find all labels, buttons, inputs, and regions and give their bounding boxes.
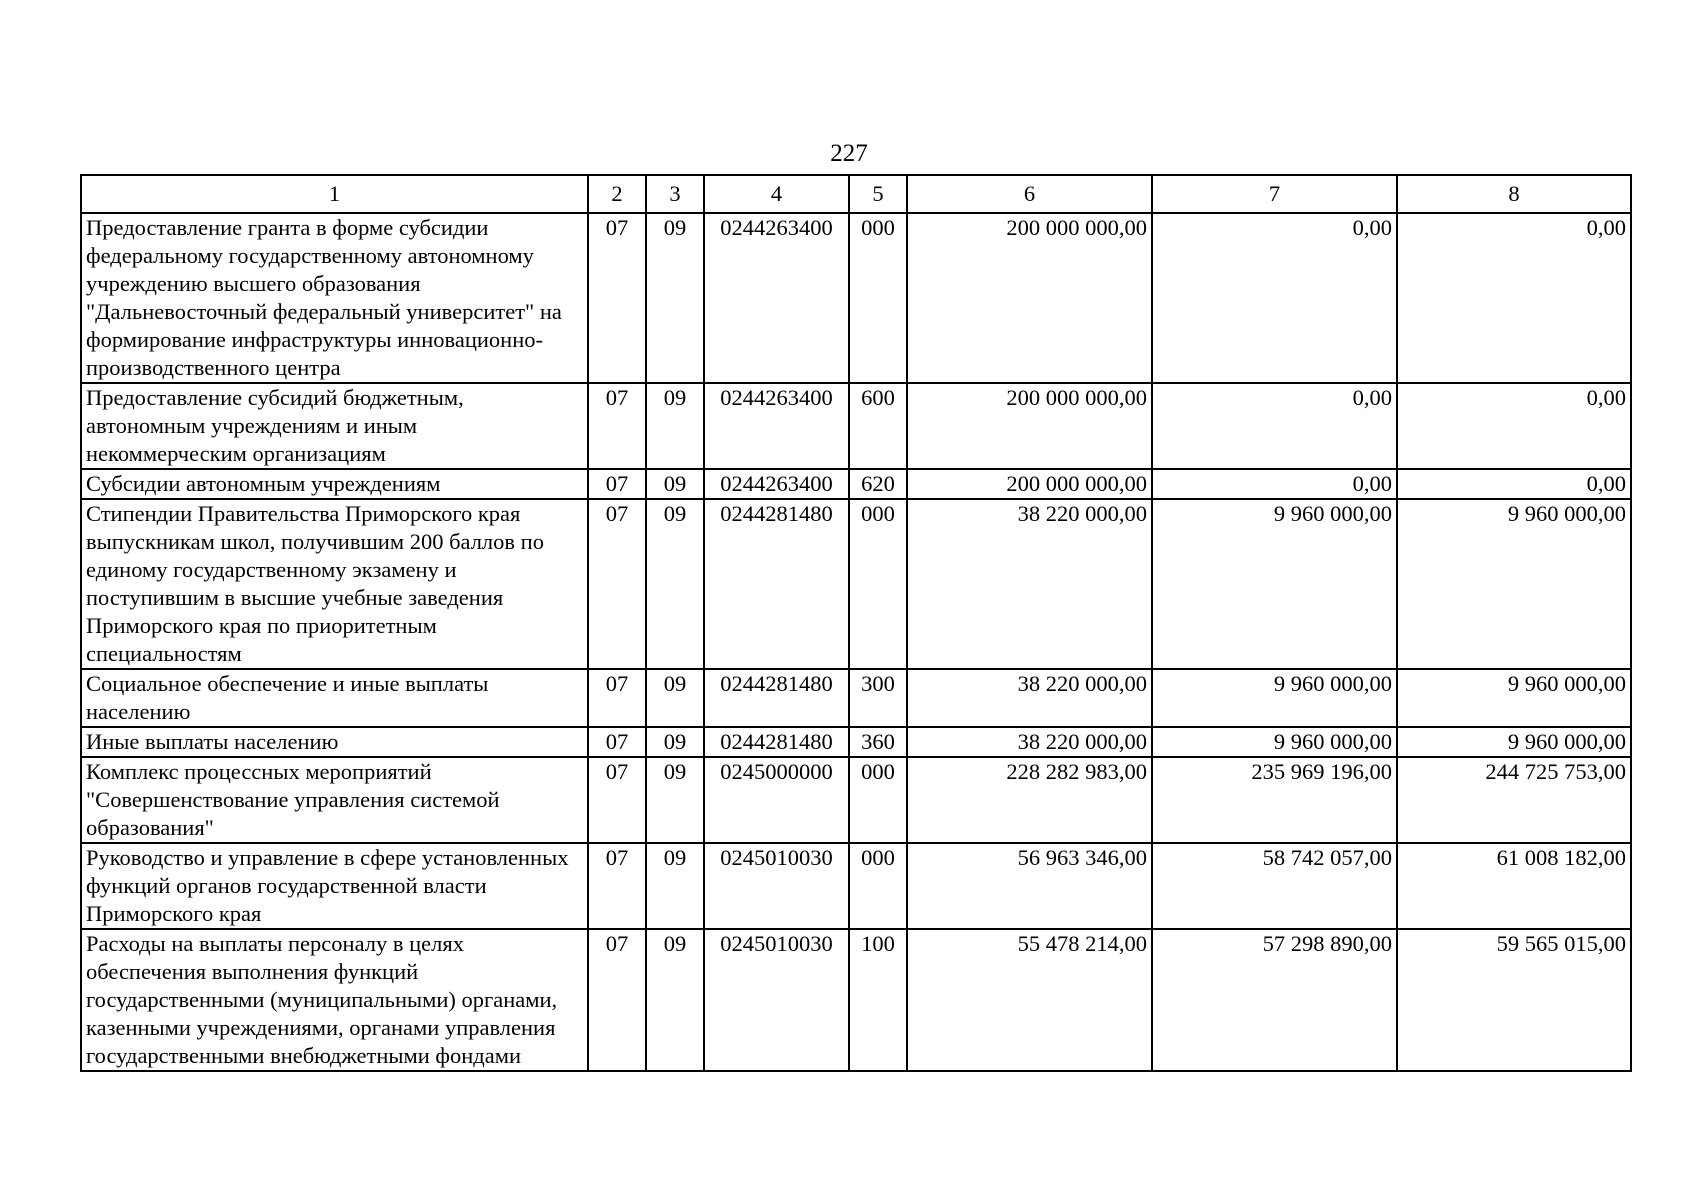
row-amount-8: 0,00 [1397, 383, 1631, 469]
row-subsection: 09 [646, 383, 704, 469]
row-amount-6: 38 220 000,00 [907, 669, 1152, 727]
table-row [81, 499, 1631, 669]
row-section: 07 [588, 469, 646, 499]
header-col-4: 4 [704, 175, 849, 213]
row-amount-6: 200 000 000,00 [907, 383, 1152, 469]
row-target-article: 0244281480 [704, 727, 849, 757]
row-name: Иные выплаты населению [81, 727, 588, 757]
header-col-5: 5 [849, 175, 907, 213]
header-col-6: 6 [907, 175, 1152, 213]
row-subsection: 09 [646, 929, 704, 1071]
row-expense-type: 600 [849, 383, 907, 469]
row-amount-8: 9 960 000,00 [1397, 669, 1631, 727]
page-number: 227 [830, 140, 868, 167]
table-row [81, 929, 1631, 1071]
row-section: 07 [588, 383, 646, 469]
row-subsection: 09 [646, 757, 704, 843]
row-amount-7: 58 742 057,00 [1152, 843, 1397, 929]
row-target-article: 0244263400 [704, 213, 849, 383]
row-name: Расходы на выплаты персоналу в целях обеспечения выполнения функций государственными (муниципальными) органами, казенными учреждениями, органами управления государственными внебюджетными фондами [81, 929, 588, 1071]
header-row [81, 175, 1631, 213]
row-amount-7: 9 960 000,00 [1152, 727, 1397, 757]
row-subsection: 09 [646, 843, 704, 929]
row-subsection: 09 [646, 469, 704, 499]
row-amount-8: 0,00 [1397, 213, 1631, 383]
table-row [81, 383, 1631, 469]
row-amount-7: 0,00 [1152, 383, 1397, 469]
row-amount-6: 200 000 000,00 [907, 213, 1152, 383]
row-subsection: 09 [646, 727, 704, 757]
row-section: 07 [588, 727, 646, 757]
row-amount-6: 55 478 214,00 [907, 929, 1152, 1071]
table-row [81, 669, 1631, 727]
row-amount-7: 235 969 196,00 [1152, 757, 1397, 843]
row-section: 07 [588, 757, 646, 843]
table-row [81, 469, 1631, 499]
header-col-3: 3 [646, 175, 704, 213]
row-subsection: 09 [646, 213, 704, 383]
table-row [81, 843, 1631, 929]
row-section: 07 [588, 929, 646, 1071]
row-name: Субсидии автономным учреждениям [81, 469, 588, 499]
row-expense-type: 620 [849, 469, 907, 499]
budget-table [80, 174, 1632, 1072]
row-amount-8: 244 725 753,00 [1397, 757, 1631, 843]
row-name: Руководство и управление в сфере установленных функций органов государственной власти Приморского края [81, 843, 588, 929]
row-expense-type: 360 [849, 727, 907, 757]
row-amount-7: 0,00 [1152, 213, 1397, 383]
row-target-article: 0244281480 [704, 669, 849, 727]
row-section: 07 [588, 499, 646, 669]
row-target-article: 0244281480 [704, 499, 849, 669]
header-col-1: 1 [81, 175, 588, 213]
row-amount-8: 61 008 182,00 [1397, 843, 1631, 929]
row-target-article: 0245000000 [704, 757, 849, 843]
row-amount-6: 38 220 000,00 [907, 499, 1152, 669]
row-name: Стипендии Правительства Приморского края выпускникам школ, получившим 200 баллов по единому государственному экзамену и поступившим в высшие учебные заведения Приморского края по приоритетным специальностям [81, 499, 588, 669]
row-section: 07 [588, 669, 646, 727]
row-amount-7: 9 960 000,00 [1152, 499, 1397, 669]
row-amount-8: 9 960 000,00 [1397, 727, 1631, 757]
row-expense-type: 300 [849, 669, 907, 727]
row-name: Предоставление гранта в форме субсидии федеральному государственному автономному учреждению высшего образования "Дальневосточный федеральный университет" на формирование инфраструктуры инновационно-производственного центра [81, 213, 588, 383]
row-amount-6: 200 000 000,00 [907, 469, 1152, 499]
row-expense-type: 000 [849, 843, 907, 929]
header-col-2: 2 [588, 175, 646, 213]
row-expense-type: 000 [849, 213, 907, 383]
row-name: Комплекс процессных мероприятий "Совершенствование управления системой образования" [81, 757, 588, 843]
header-col-8: 8 [1397, 175, 1631, 213]
row-target-article: 0245010030 [704, 929, 849, 1071]
row-section: 07 [588, 843, 646, 929]
table-row [81, 757, 1631, 843]
row-amount-8: 0,00 [1397, 469, 1631, 499]
row-amount-6: 38 220 000,00 [907, 727, 1152, 757]
row-amount-7: 57 298 890,00 [1152, 929, 1397, 1071]
table-row [81, 727, 1631, 757]
row-amount-6: 56 963 346,00 [907, 843, 1152, 929]
row-target-article: 0245010030 [704, 843, 849, 929]
table-row [81, 213, 1631, 383]
row-expense-type: 000 [849, 757, 907, 843]
row-target-article: 0244263400 [704, 469, 849, 499]
row-amount-8: 59 565 015,00 [1397, 929, 1631, 1071]
row-subsection: 09 [646, 669, 704, 727]
row-target-article: 0244263400 [704, 383, 849, 469]
row-amount-8: 9 960 000,00 [1397, 499, 1631, 669]
row-name: Предоставление субсидий бюджетным, автономным учреждениям и иным некоммерческим организациям [81, 383, 588, 469]
row-name: Социальное обеспечение и иные выплаты населению [81, 669, 588, 727]
row-expense-type: 000 [849, 499, 907, 669]
row-section: 07 [588, 213, 646, 383]
row-amount-7: 9 960 000,00 [1152, 669, 1397, 727]
row-amount-6: 228 282 983,00 [907, 757, 1152, 843]
header-col-7: 7 [1152, 175, 1397, 213]
row-expense-type: 100 [849, 929, 907, 1071]
row-amount-7: 0,00 [1152, 469, 1397, 499]
row-subsection: 09 [646, 499, 704, 669]
